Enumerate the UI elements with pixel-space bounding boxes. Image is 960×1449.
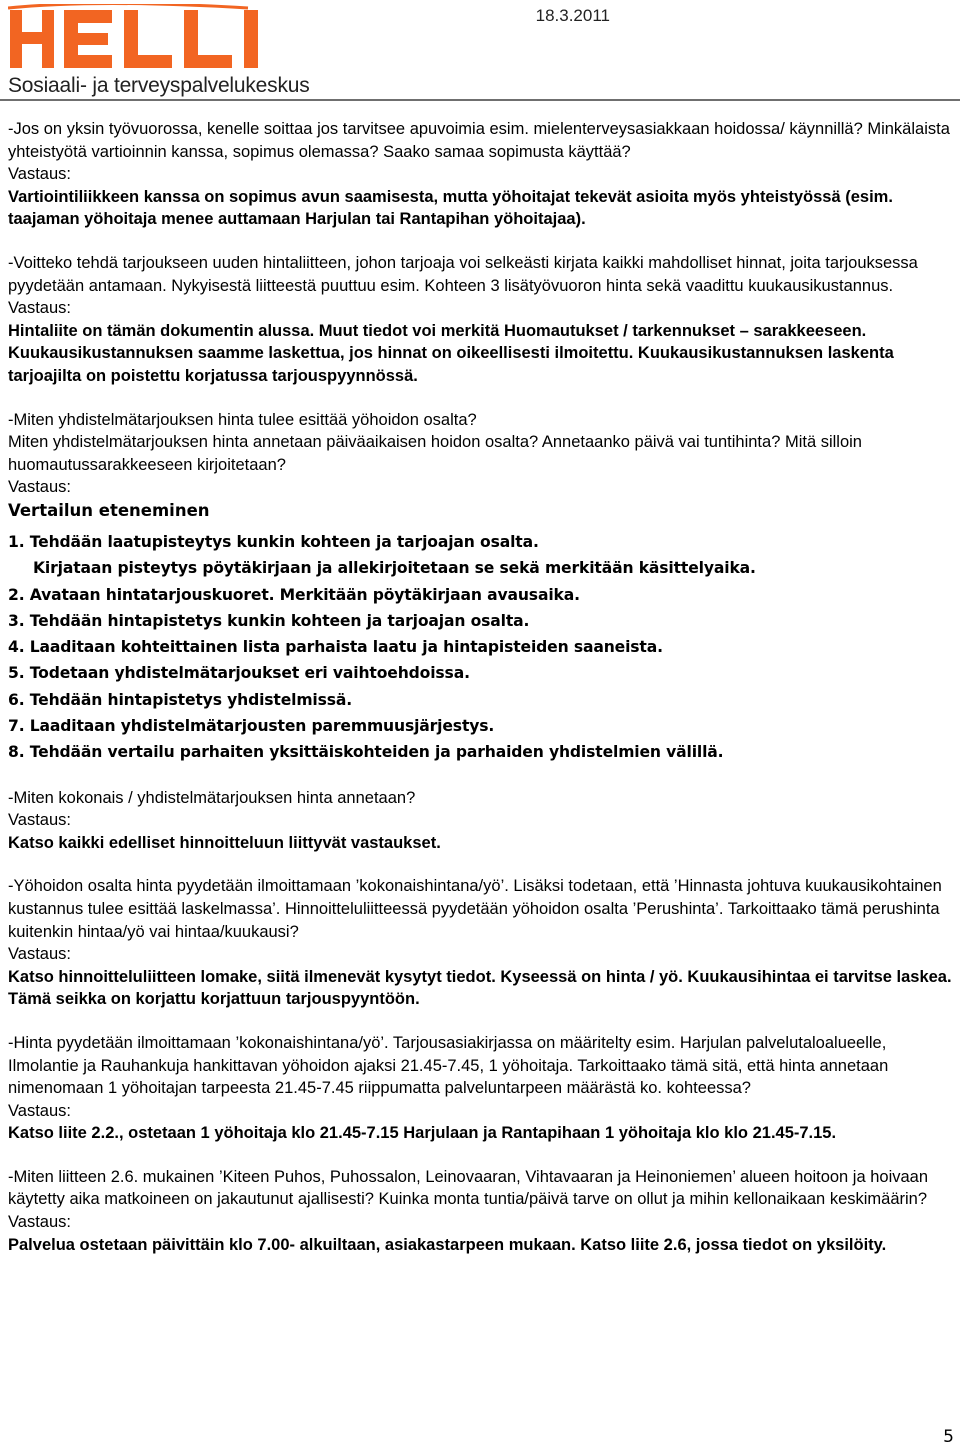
question-text: -Yöhoidon osalta hinta pyydetään ilmoittamaan ’kokonaishintana/yö’. Lisäksi todetaan, että ’Hinnasta johtuva kuukausikohtainen kustannus tulee esittää laskelmassa’. Hinnoitteluliitteessä pyydetään yöhoidon osalta ’Perushinta’. Tarkoittaako tämä perushinta kuitenkin hintaa/yö vai hintaa/kuukausi? [8,877,942,941]
document-body [8,118,956,1256]
question-text: -Miten yhdistelmätarjouksen hinta tulee esittää yöhoidon osalta? [8,410,477,429]
answer-label: Vastaus: [8,1213,71,1232]
step-item: Kirjataan pisteytys pöytäkirjaan ja allekirjoitetaan se sekä merkitään käsittelyaika. [33,559,756,578]
paragraph-gap [8,854,956,875]
helli-logo-mark [8,4,348,74]
answer-label: Vastaus: [8,1101,71,1120]
paragraph-gap [8,388,956,409]
step-item: 4. Laaditaan kohteittainen lista parhaista laatu ja hintapisteiden saaneista. [8,638,663,657]
step-item: 5. Todetaan yhdistelmätarjoukset eri vaihtoehdoissa. [8,664,470,683]
answer-text: Vartiointiliikkeen kanssa on sopimus avun saamisesta, mutta yöhoitajat tekevät asioita myös yhteistyössä (esim. taajaman yöhoitaja menee auttamaan Harjulan tai Rantapihan yöhoitajaa). [8,187,893,229]
answer-text: Katso hinnoitteluliitteen lomake, siitä ilmenevät kysytyt tiedot. Kyseessä on hinta / yö. Kuukausihintaa ei tarvitse laskea. Tämä seikka on korjattu korjattuun tarjouspyyntöön. [8,967,952,1009]
answer-label: Vastaus: [8,165,71,184]
question-text: -Voitteko tehdä tarjoukseen uuden hintaliitteen, johon tarjoaja voi selkeästi kirjata kaikki mahdolliset hinnat, joita tarjouksessa pyydetään antamaan. Nykyisestä liitteestä puuttuu esim. Kohteen 3 lisätyövuoron hinta sekä vaadittu kuukausikustannus. [8,253,918,295]
question-text: -Miten kokonais / yhdistelmätarjouksen hinta annetaan? [8,788,416,807]
answer-label: Vastaus: [8,811,71,830]
question-text: -Miten liitteen 2.6. mukainen ’Kiteen Puhos, Puhossalon, Leinovaaran, Vihtavaaran ja Heinoniemen’ alueen hoitoon ja hoivaan käytetty aika matkoineen on jakautunut ajallisesti? Kuinka monta tuntia/päivä tarve on ollut ja mihin kellonaikaan keskimäärin? [8,1167,929,1209]
paragraph-gap [8,1011,956,1032]
page-number: 5 [943,1427,954,1447]
document-date: 18.3.2011 [535,6,610,25]
logo-subtitle: Sosiaali- ja terveyspalvelukeskus [8,74,310,97]
answer-label: Vastaus: [8,299,71,318]
answer-label: Vastaus: [8,478,71,497]
helli-logo [8,4,348,98]
paragraph-gap [8,231,956,252]
paragraph-gap [8,1145,956,1166]
answer-label: Vastaus: [8,945,71,964]
step-item: 1. Tehdään laatupisteytys kunkin kohteen ja tarjoajan osalta. [8,532,539,551]
step-item: 2. Avataan hintatarjouskuoret. Merkitään pöytäkirjaan avausaika. [8,585,580,604]
question-text: -Hinta pyydetään ilmoittamaan ’kokonaishintana/yö’. Tarjousasiakirjassa on määritelty esim. Harjulan palvelutaloalueelle, Ilmolantie ja Rauhankuja hankittavan yöhoidon ajaksi 21.45-7.45, 1 yöhoitaja. Tarkoittaako tämä sitä, että hinta annetaan nimenomaan 1 yöhoitajan tarpeesta 21.45-7.45 riippumatta palveluntarpeen määrästä ko. kohteessa? [8,1033,889,1098]
step-item: 3. Tehdään hintapistetys kunkin kohteen ja tarjoajan osalta. [8,611,530,630]
answer-text: Katso liite 2.2., ostetaan 1 yöhoitaja klo 21.45-7.15 Harjulaan ja Rantapihaan 1 yöhoitaja klo klo 21.45-7.15. [8,1124,837,1143]
answer-text: Katso kaikki edelliset hinnoitteluun liittyvät vastaukset. [8,833,441,852]
answer-text: Hintaliite on tämän dokumentin alussa. Muut tiedot voi merkitä Huomautukset / tarkennukset – sarakkeeseen. Kuukausikustannuksen saamme laskettua, jos hinnat on oikeellisesti ilmoitettu. Kuukausikustannuksen laskenta tarjoajilta on poistettu korjatussa tarjouspyynnössä. [8,321,894,385]
header-divider [0,99,960,101]
section-title: Vertailun eteneminen [8,500,210,520]
step-item: 7. Laaditaan yhdistelmätarjousten paremmuusjärjestys. [8,716,495,735]
step-item: 6. Tehdään hintapistetys yhdistelmissä. [8,690,353,709]
question-text: Miten yhdistelmätarjouksen hinta annetaan päiväaikaisen hoidon osalta? Annetaanko päivä vai tuntihinta? Mitä silloin huomautussarakkeeseen kirjoitetaan? [8,433,862,474]
question-text: -Jos on yksin työvuorossa, kenelle soittaa jos tarvitsee apuvoimia esim. mielenterveysasiakkaan hoidossa/ käynnillä? Minkälaista yhteistyötä vartioinnin kanssa, sopimus olemassa? Saako samaa sopimusta käyttää? [8,120,950,161]
step-item: 8. Tehdään vertailu parhaiten yksittäiskohteiden ja parhaiden yhdistelmien välillä. [8,743,724,762]
paragraph-gap [8,766,956,787]
answer-text: Palvelua ostetaan päivittäin klo 7.00- alkuiltaan, asiakastarpeen mukaan. Katso liite 2.6, jossa tiedot on yksilöity. [8,1235,887,1254]
